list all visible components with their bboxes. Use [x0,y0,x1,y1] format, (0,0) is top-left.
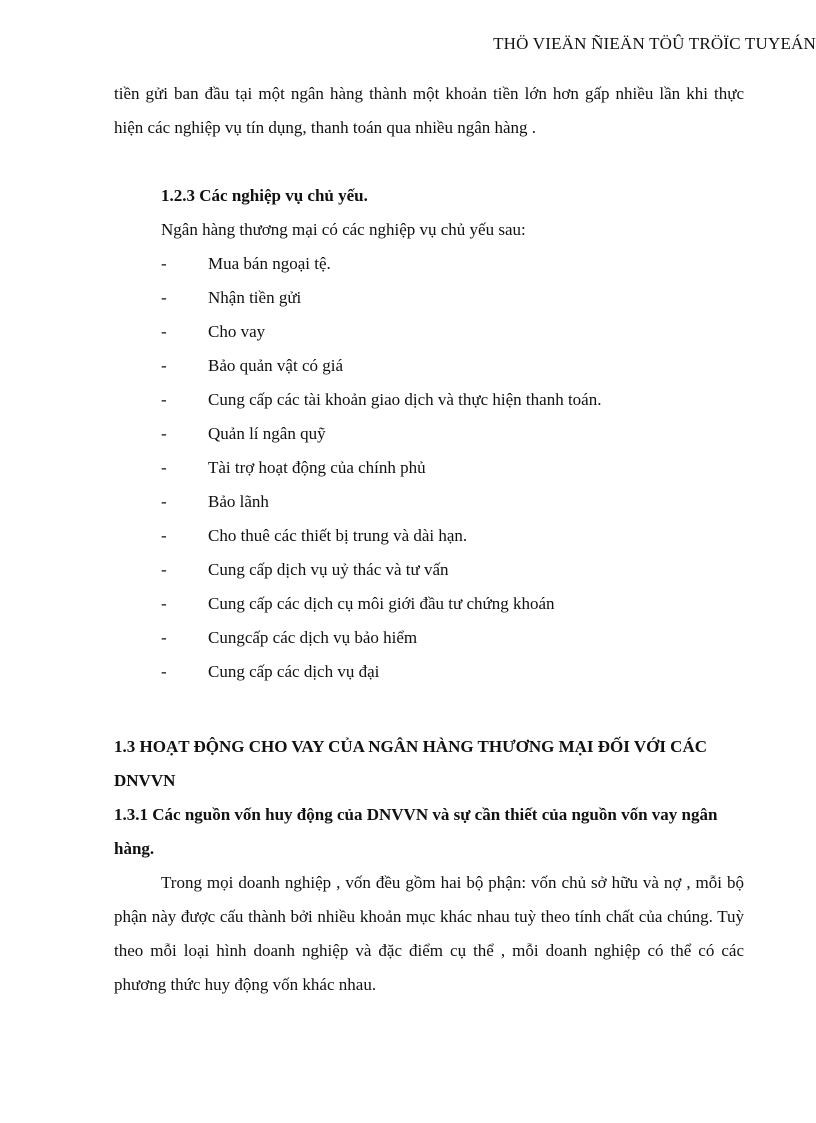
list-item-text: Cho thuê các thiết bị trung và dài hạn. [208,526,468,545]
list-item-text: Bảo quản vật có giá [208,356,344,375]
list-item-text: Cung cấp các tài khoản giao dịch và thực hiện thanh toán. [208,390,602,409]
section-1-3-1-heading: 1.3.1 Các nguồn vốn huy động của DNVVN và sự cần thiết của nguồn vốn vay ngân hàng. [114,805,718,858]
page-header-title: THÖ VIEÄN ÑIEÄN TÖÛ TRÖÏC TUYEÁN [493,34,816,53]
list-item-text: Tài trợ hoạt động của chính phủ [208,458,426,477]
intro-paragraph: tiền gửi ban đầu tại một ngân hàng thành một khoản tiền lớn hơn gấp nhiều lần khi thực hiện các nghiệp vụ tín dụng, thanh toán qua nhiều ngân hàng . [114,84,744,137]
dash-marker: - [161,662,167,681]
section-1-2-3-intro: Ngân hàng thương mại có các nghiệp vụ chủ yếu sau: [161,220,526,239]
list-item-text: Cungcấp các dịch vụ bảo hiểm [208,628,418,647]
dash-marker: - [161,628,167,647]
list-item-text: Nhận tiền gửi [208,288,302,307]
list-item-text: Bảo lãnh [208,492,269,511]
section-1-2-3-heading: 1.2.3 Các nghiệp vụ chủ yếu. [161,186,368,205]
list-item-text: Cho vay [208,322,266,341]
dash-marker: - [161,356,167,375]
dash-marker: - [161,254,167,273]
dash-marker: - [161,424,167,443]
list-item-text: Cung cấp dịch vụ uỷ thác và tư vấn [208,560,449,579]
dash-marker: - [161,288,167,307]
dash-marker: - [161,560,167,579]
section-1-3-1-paragraph: Trong mọi doanh nghiệp , vốn đều gồm hai bộ phận: vốn chủ sở hữu và nợ , mỗi bộ phận này được cấu thành bởi nhiều khoản mục khác nhau tuỳ theo tính chất của chúng. Tuỳ theo mỗi loại hình doanh nghiệp và đặc điểm cụ thể , mỗi doanh nghiệp có thể có các phương thức huy động vốn khác nhau. [114,873,744,994]
list-item-text: Cung cấp các dịch cụ môi giới đầu tư chứng khoán [208,594,555,613]
list-item-text: Mua bán ngoại tệ. [208,254,331,273]
dash-marker: - [161,390,167,409]
dash-marker: - [161,492,167,511]
section-1-3-heading: 1.3 HOẠT ĐỘNG CHO VAY CỦA NGÂN HÀNG THƯƠNG MẠI ĐỐI VỚI CÁC DNVVN [114,737,708,790]
list-item-text: Cung cấp các dịch vụ đại [208,662,380,681]
dash-marker: - [161,526,167,545]
list-item-text: Quản lí ngân quỹ [208,424,326,443]
dash-marker: - [161,458,167,477]
dash-marker: - [161,594,167,613]
dash-marker: - [161,322,167,341]
